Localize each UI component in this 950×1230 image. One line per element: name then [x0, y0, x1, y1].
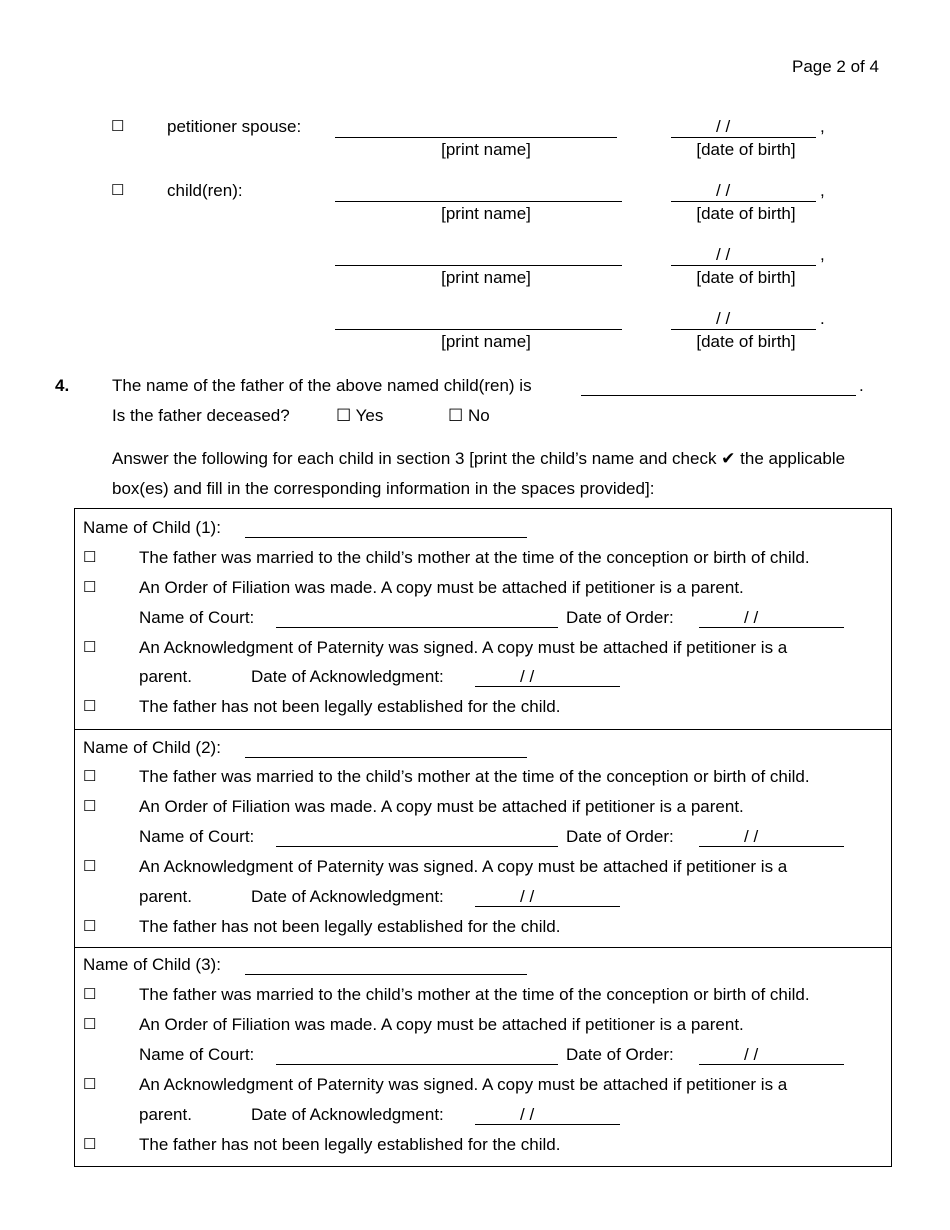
child-1-ack-text: An Acknowledgment of Paternity was signed. A copy must be attached if petitioner is a: [139, 638, 788, 657]
child-2-not-established-checkbox[interactable]: ☐: [83, 918, 97, 935]
date-slashes: / /: [744, 1045, 759, 1064]
child-2-court-label: Name of Court:: [139, 827, 255, 846]
child-3-filiation-checkbox[interactable]: ☐: [83, 1016, 97, 1033]
child-3-not-established-checkbox[interactable]: ☐: [83, 1136, 97, 1153]
child-2-married-checkbox[interactable]: ☐: [83, 768, 97, 785]
dob-comma: ,: [820, 245, 825, 264]
child-1-court-field[interactable]: [276, 627, 558, 628]
dob-caption: [date of birth]: [696, 268, 796, 287]
child-1-filiation-checkbox[interactable]: ☐: [83, 579, 97, 596]
dob-period: .: [820, 309, 825, 328]
child-1-ack-date-label: Date of Acknowledgment:: [251, 667, 444, 686]
child-2-filiation-checkbox[interactable]: ☐: [83, 798, 97, 815]
child-1-name-field[interactable]: [245, 537, 527, 538]
child-name-field[interactable]: [335, 265, 622, 266]
date-slashes: / /: [744, 608, 759, 627]
spouse-checkbox[interactable]: ☐: [111, 118, 125, 135]
child-dob-field[interactable]: [671, 201, 816, 202]
date-slashes: / /: [520, 667, 535, 686]
dob-caption: [date of birth]: [696, 204, 796, 223]
child-2-ack-checkbox[interactable]: ☐: [83, 858, 97, 875]
dob-slashes: / /: [716, 309, 731, 328]
child-3-ack-date-field[interactable]: [475, 1124, 620, 1125]
child-1-court-label: Name of Court:: [139, 608, 255, 627]
spouse-dob-field[interactable]: [671, 137, 816, 138]
child-1-filiation-text: An Order of Filiation was made. A copy must be attached if petitioner is a parent.: [139, 578, 744, 597]
child-1-name-label: Name of Child (1):: [83, 518, 221, 537]
child-1-not-established-text: The father has not been legally established for the child.: [139, 697, 561, 716]
child-3-ack-date-label: Date of Acknowledgment:: [251, 1105, 444, 1124]
child-name-field[interactable]: [335, 201, 622, 202]
child-name-field[interactable]: [335, 329, 622, 330]
date-slashes: / /: [520, 1105, 535, 1124]
child-2-ack-parent: parent.: [139, 887, 192, 906]
dob-slashes: / /: [716, 181, 731, 200]
print-name-caption: [print name]: [441, 268, 531, 287]
father-name-prompt: The name of the father of the above named child(ren) is: [112, 376, 532, 395]
child-dob-field[interactable]: [671, 265, 816, 266]
child-1-ack-date-field[interactable]: [475, 686, 620, 687]
dob-caption: [date of birth]: [696, 332, 796, 351]
child-3-court-label: Name of Court:: [139, 1045, 255, 1064]
date-slashes: / /: [744, 827, 759, 846]
instructions-line-2: box(es) and fill in the corresponding information in the spaces provided]:: [112, 479, 655, 498]
child-3-name-field[interactable]: [245, 974, 527, 975]
print-name-caption: [print name]: [441, 204, 531, 223]
dob-caption: [date of birth]: [696, 140, 796, 159]
dob-slashes: / /: [716, 245, 731, 264]
child-3-name-label: Name of Child (3):: [83, 955, 221, 974]
child-2-filiation-text: An Order of Filiation was made. A copy must be attached if petitioner is a parent.: [139, 797, 744, 816]
instructions-line-1: Answer the following for each child in section 3 [print the child’s name and check ✔ the applicable: [112, 449, 846, 468]
deceased-question: Is the father deceased?: [112, 406, 290, 425]
spouse-label: petitioner spouse:: [167, 117, 302, 136]
deceased-yes-checkbox[interactable]: ☐ Yes: [336, 406, 384, 425]
print-name-caption: [print name]: [441, 140, 531, 159]
children-label: child(ren):: [167, 181, 243, 200]
date-slashes: / /: [520, 887, 535, 906]
child-3-ack-checkbox[interactable]: ☐: [83, 1076, 97, 1093]
child-3-court-field[interactable]: [276, 1064, 558, 1065]
dob-slashes: / /: [716, 117, 731, 136]
child-3-order-date-field[interactable]: [699, 1064, 844, 1065]
father-name-period: .: [859, 376, 864, 395]
child-1-married-text: The father was married to the child’s mother at the time of the conception or birth of child.: [139, 548, 810, 567]
child-3-married-text: The father was married to the child’s mother at the time of the conception or birth of child.: [139, 985, 810, 1004]
child-3-ack-parent: parent.: [139, 1105, 192, 1124]
child-2-ack-date-label: Date of Acknowledgment:: [251, 887, 444, 906]
page-number: Page 2 of 4: [792, 57, 879, 76]
spouse-name-field[interactable]: [335, 137, 617, 138]
child-3-ack-text: An Acknowledgment of Paternity was signed. A copy must be attached if petitioner is a: [139, 1075, 788, 1094]
children-checkbox[interactable]: ☐: [111, 182, 125, 199]
child-1-married-checkbox[interactable]: ☐: [83, 549, 97, 566]
child-1-order-date-label: Date of Order:: [566, 608, 674, 627]
child-3-not-established-text: The father has not been legally established for the child.: [139, 1135, 561, 1154]
father-name-field[interactable]: [581, 395, 856, 396]
child-2-married-text: The father was married to the child’s mother at the time of the conception or birth of child.: [139, 767, 810, 786]
child-2-ack-date-field[interactable]: [475, 906, 620, 907]
section-4-number: 4.: [55, 376, 70, 395]
print-name-caption: [print name]: [441, 332, 531, 351]
child-1-order-date-field[interactable]: [699, 627, 844, 628]
deceased-no-checkbox[interactable]: ☐ No: [448, 406, 490, 425]
child-1-ack-checkbox[interactable]: ☐: [83, 639, 97, 656]
child-3-married-checkbox[interactable]: ☐: [83, 986, 97, 1003]
child-2-name-field[interactable]: [245, 757, 527, 758]
dob-comma: ,: [820, 117, 825, 136]
child-2-order-date-label: Date of Order:: [566, 827, 674, 846]
child-dob-field[interactable]: [671, 329, 816, 330]
child-2-order-date-field[interactable]: [699, 846, 844, 847]
child-2-ack-text: An Acknowledgment of Paternity was signed. A copy must be attached if petitioner is a: [139, 857, 788, 876]
dob-comma: ,: [820, 181, 825, 200]
child-1-ack-parent: parent.: [139, 667, 192, 686]
child-2-not-established-text: The father has not been legally established for the child.: [139, 917, 561, 936]
child-1-not-established-checkbox[interactable]: ☐: [83, 698, 97, 715]
child-2-name-label: Name of Child (2):: [83, 738, 221, 757]
child-3-filiation-text: An Order of Filiation was made. A copy must be attached if petitioner is a parent.: [139, 1015, 744, 1034]
child-3-order-date-label: Date of Order:: [566, 1045, 674, 1064]
child-2-court-field[interactable]: [276, 846, 558, 847]
